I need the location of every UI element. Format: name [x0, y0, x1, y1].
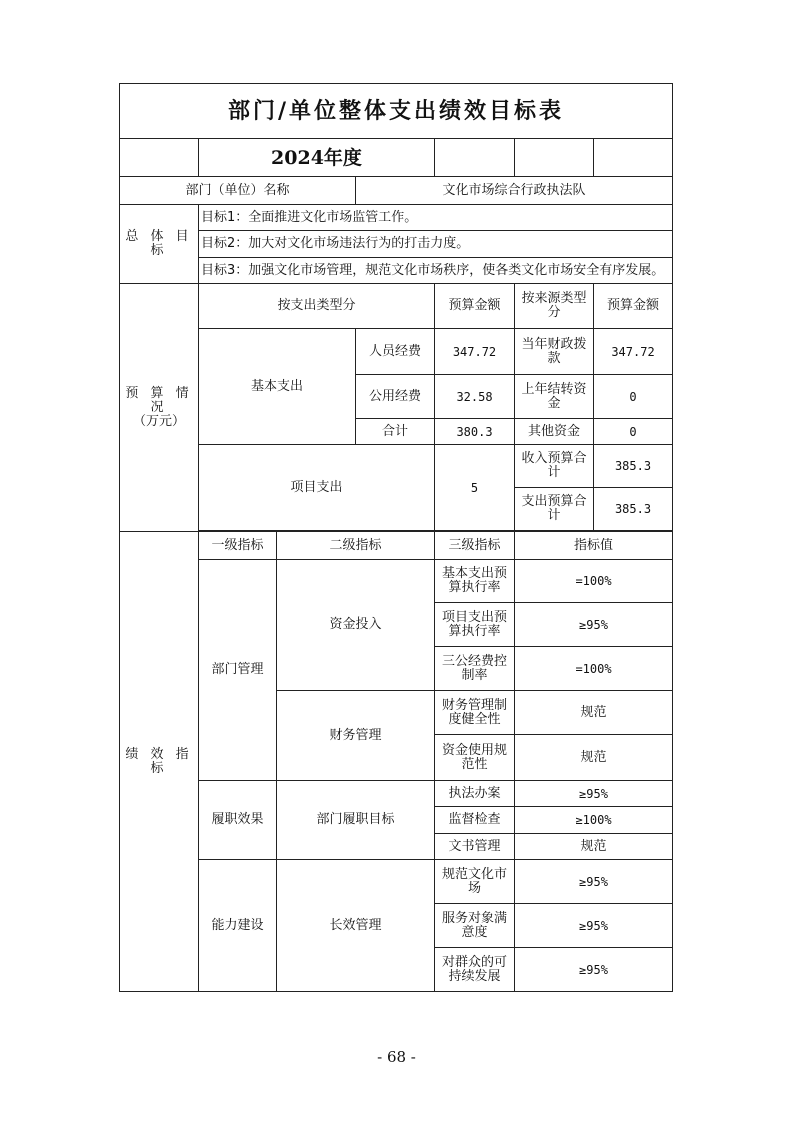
- project-expense-amount: 5: [435, 445, 515, 531]
- level3-indicator: 服务对象满意度: [435, 904, 515, 948]
- level3-indicator: 项目支出预算执行率: [435, 603, 515, 647]
- indicator-value: ≥95%: [515, 860, 673, 904]
- expense-item-name: 合计: [356, 419, 435, 445]
- header-by-source: 按来源类型分: [515, 284, 594, 329]
- indicator-value: =100%: [515, 647, 673, 691]
- table-title: 部门/单位整体支出绩效目标表: [120, 84, 673, 139]
- header-amount-2: 预算金额: [594, 284, 673, 329]
- blank-cell: [120, 139, 199, 177]
- source-name: 当年财政拨款: [515, 329, 594, 375]
- level3-indicator: 三公经费控制率: [435, 647, 515, 691]
- expense-item-name: 公用经费: [356, 375, 435, 419]
- level3-indicator: 资金使用规范性: [435, 735, 515, 781]
- expense-item-amount: 347.72: [435, 329, 515, 375]
- header-by-type: 按支出类型分: [199, 284, 435, 329]
- blank-cell: [435, 139, 515, 177]
- unit-name: 文化市场综合行政执法队: [356, 177, 673, 205]
- level1-indicator: 履职效果: [199, 781, 277, 860]
- level2-indicator: 部门履职目标: [277, 781, 435, 860]
- indicator-value: 规范: [515, 834, 673, 860]
- blank-cell: [594, 139, 673, 177]
- level3-indicator: 执法办案: [435, 781, 515, 807]
- performance-table: [119, 83, 673, 992]
- indicator-value: ≥95%: [515, 603, 673, 647]
- header-level3: 三级指标: [435, 532, 515, 560]
- level3-indicator: 监督检查: [435, 807, 515, 834]
- level3-indicator: 财务管理制度健全性: [435, 691, 515, 735]
- indicator-value: ≥95%: [515, 948, 673, 992]
- indicator-value: =100%: [515, 560, 673, 603]
- expense-item-amount: 380.3: [435, 419, 515, 445]
- income-total-value: 385.3: [594, 445, 673, 488]
- expense-total-label: 支出预算合计: [515, 488, 594, 531]
- overall-target-1: 目标1：全面推进文化市场监管工作。: [199, 205, 673, 231]
- level3-indicator: 对群众的可持续发展: [435, 948, 515, 992]
- indicator-value: 规范: [515, 735, 673, 781]
- expense-item-name: 人员经费: [356, 329, 435, 375]
- page-number: - 68 -: [377, 1048, 416, 1066]
- overall-target-2: 目标2：加大对文化市场违法行为的打击力度。: [199, 231, 673, 258]
- unit-label: 部门（单位）名称: [120, 177, 356, 205]
- level3-indicator: 基本支出预算执行率: [435, 560, 515, 603]
- source-name: 上年结转资金: [515, 375, 594, 419]
- expense-item-amount: 32.58: [435, 375, 515, 419]
- performance-target-sheet: [119, 83, 673, 1003]
- performance-label: 绩 效 指 标: [120, 532, 199, 992]
- income-total-label: 收入预算合计: [515, 445, 594, 488]
- year-label: 2024年度: [199, 139, 435, 177]
- expense-total-value: 385.3: [594, 488, 673, 531]
- basic-expense-label: 基本支出: [199, 329, 356, 445]
- project-expense-label: 项目支出: [199, 445, 435, 531]
- blank-cell: [515, 139, 594, 177]
- indicator-value: 规范: [515, 691, 673, 735]
- level1-indicator: 能力建设: [199, 860, 277, 992]
- header-level1: 一级指标: [199, 532, 277, 560]
- indicator-value: ≥95%: [515, 781, 673, 807]
- level2-indicator: 长效管理: [277, 860, 435, 992]
- source-amount: 0: [594, 419, 673, 445]
- level3-indicator: 文书管理: [435, 834, 515, 860]
- overall-target-3: 目标3：加强文化市场管理，规范文化市场秩序，使各类文化市场安全有序发展。: [199, 258, 673, 284]
- overall-target-label: 总 体 目 标: [120, 205, 199, 284]
- header-value: 指标值: [515, 532, 673, 560]
- level3-indicator: 规范文化市场: [435, 860, 515, 904]
- level2-indicator: 财务管理: [277, 691, 435, 781]
- indicator-value: ≥95%: [515, 904, 673, 948]
- source-name: 其他资金: [515, 419, 594, 445]
- indicator-value: ≥100%: [515, 807, 673, 834]
- level1-indicator: 部门管理: [199, 560, 277, 781]
- source-amount: 347.72: [594, 329, 673, 375]
- budget-label: 预 算 情 况: [125, 385, 193, 415]
- header-level2: 二级指标: [277, 532, 435, 560]
- header-amount: 预算金额: [435, 284, 515, 329]
- level2-indicator: 资金投入: [277, 560, 435, 691]
- source-amount: 0: [594, 375, 673, 419]
- budget-unit: （万元）: [132, 413, 185, 429]
- budget-label-cell: [120, 284, 199, 532]
